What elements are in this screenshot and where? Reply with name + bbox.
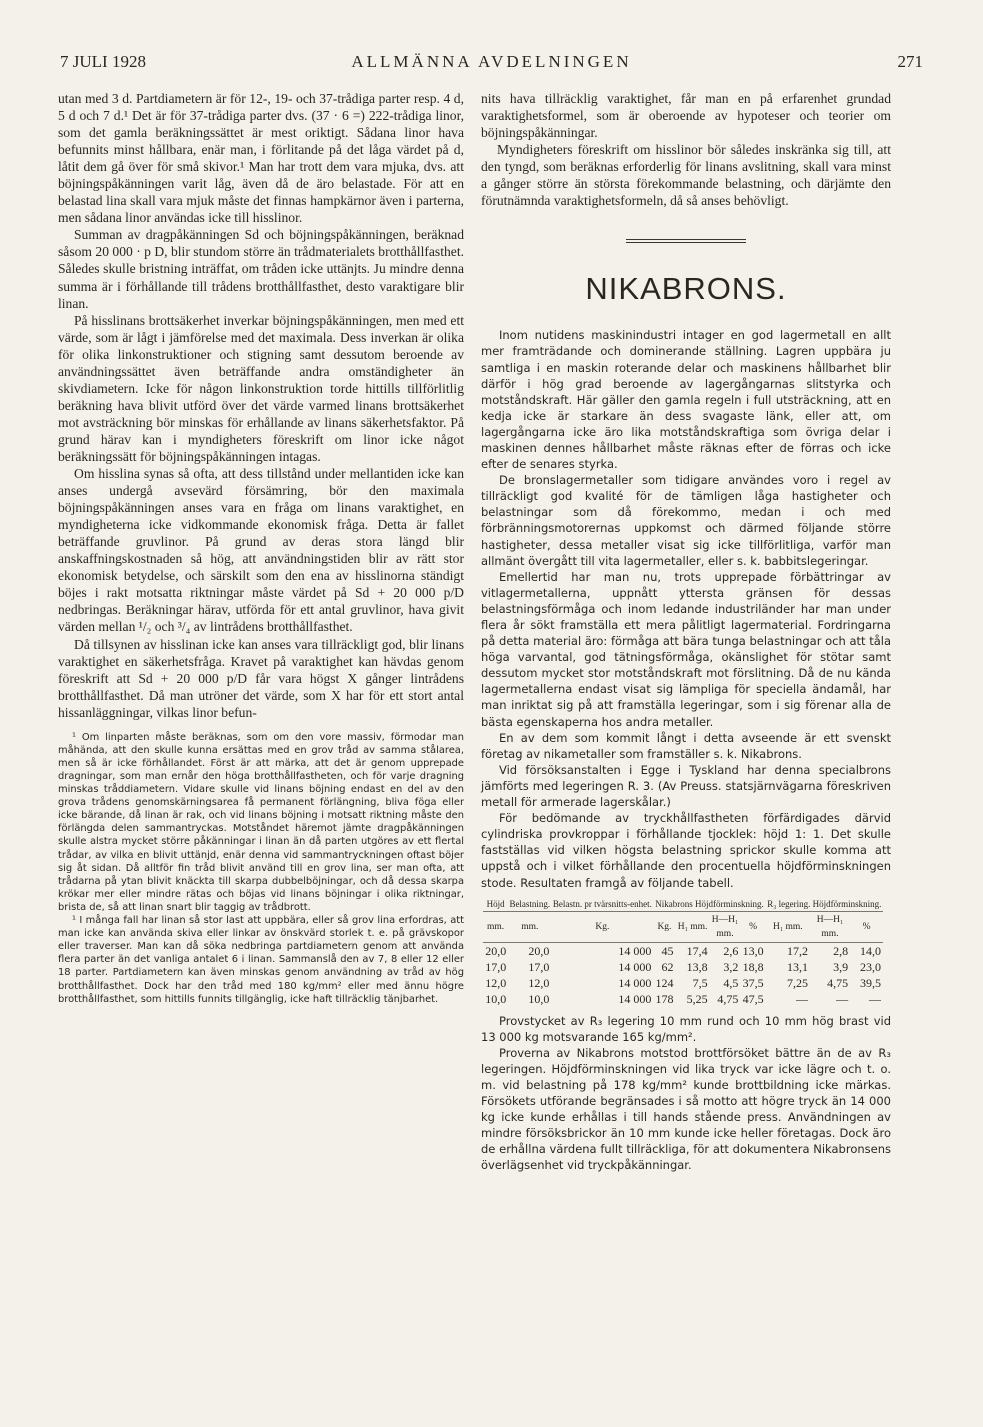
table-cell: 4,75 xyxy=(717,991,739,1006)
left-paragraph: Om hisslina synas så ofta, att dess tillstånd under mellantiden icke kan anses undergå avsevärd försämring, bör den maximala böjningspåkänningen anses vara en fråga om linans varaktighet, en myndigheterna icke vidkommande ekonomisk fråga. Detta är fallet beträffande gruvlinor. På grund av deras stora längd blir anskaffningskostnaden så hög, att användningstiden blir av rätt stor ekonomisk betydelse, och särskilt som den ena av hisslinorna ständigt böjes i rakt motsatta riktningar måste värdet på Sd + 20 000 p/D nedbringas. Beräkningar härav, utförda för ett antal gruvlinor, hava givit värden mellan ¹/₂ och ³/₄ av lintrådens brotthållfasthet. xyxy=(58,466,464,635)
page-number: 271 xyxy=(897,52,923,71)
table-header-row xyxy=(483,897,883,912)
results-table xyxy=(483,897,883,1007)
table-cell: 13,1 xyxy=(786,959,808,974)
article-body-continued xyxy=(481,1013,891,1174)
table-cell: 17,0 xyxy=(528,959,550,974)
table-cell: 7,25 xyxy=(786,975,808,990)
header-section-title: ALLMÄNNA AVDELNINGEN xyxy=(351,52,632,71)
header-date: 7 JULI 1928 xyxy=(60,52,146,71)
left-paragraph: utan med 3 d. Partdiametern är för 12-, 19- och 37-trådiga parter resp. 4 d, 5 d och 7 d.¹ Det är för 37-trådiga parter dvs. (37 · 6 =) 222-trådiga linor, som det gamla beräkningssättet är mest oriktigt. Sådana linor hava befunnits minst hållbara, enär man, i förlitande på det låga värdet på d, låtit dem gå över för små skivor.¹ Man har trott dem vara mjuka, dvs. att böjningspåkänningen varit låg, även då de äro belastade. För att en belastad lina skall vara mjuk måste det finnas hampkärnor även i parterna, men sådana linor användas icke till hisslinor. xyxy=(58,91,464,226)
left-body-text xyxy=(58,90,464,721)
table-cell: 124 xyxy=(655,975,674,990)
table-unit: H₁ mm. xyxy=(676,911,710,942)
footnote: ¹ I många fall har linan så stor last att uppbära, eller så grov lina erfordras, att man icke kan använda skiva eller linkar av önskvärd storlek t. e. på grävskopor eller traverser. Man kan då söka nedbringa partdiametern genom att använda flera parter än det vanliga antalet 6 i linan. Sammanslå den av 7, 8 eller 12 eller 18 parter. Partdiametern kan även minskas genom användning av tråd av hög brotthållfasthet. Dock har den tråd med 180 kg/mm² eller med ännu högre brotthållfasthet, som hittills funnits tillgänglig, icke haft tillräcklig tänjbarhet. xyxy=(58,915,464,1005)
table-cell: 14 000 xyxy=(618,943,652,958)
table-cell: 14 000 xyxy=(618,975,652,990)
article-paragraph: De bronslagermetaller som tidigare användes voro i regel av tillräckligt god kvalité för de tämligen låga hastigheter och belastningar som då förekommo, medan i och med förbränningsmotorernas uppkomst och därmed följande större hastigheter, dessa metaller visat sig icke tillförlitliga, varför man allmänt övergått till vita lagermetaller, eller s. k. babbitslegeringar. xyxy=(481,473,891,568)
table-unit: % xyxy=(850,911,883,942)
right-intro-text xyxy=(481,90,891,209)
article-body xyxy=(481,327,891,890)
table-unit: H₁ mm. xyxy=(766,911,810,942)
table-cell: — xyxy=(869,991,881,1006)
article-paragraph: Inom nutidens maskinindustri intager en god lagermetall en allt mer framträdande och dominerande ställning. Lagren uppbära ju samtliga i en maskin roterande delar och maskinens hållbarhet blir därför i hög grad beroende av lagergångarnas slitstyrka och motståndskraft. Här gäller den gamla regeln i full utsträckning, att en kedja icke är starkare än dess svagaste länk, eller att, om lagergångarna icke äro lika motståndskraftiga som övriga delar i maskinen dennes hållbarhet måste räknas efter de förras och icke efter de senares styrka. xyxy=(481,328,891,472)
footnote-separator xyxy=(58,721,464,731)
table-row xyxy=(483,959,883,975)
table-cell: 10,0 xyxy=(485,991,507,1006)
table-cell: 4,75 xyxy=(827,975,849,990)
table-unit: % xyxy=(740,911,765,942)
footnote: ¹ Om linparten måste beräknas, som om den vore massiv, förmodar man måhända, att den skulle kunna ersättas med en grov tråd av samma stålarea, men så är icke förhållandet. Först är att märka, att det är genom upprepade dragningar, som man ernår den höga brotthållfastheten, och för varje dragning minskas tråddiametern. Vidare skulle vid linans böjning endast en del av den grova trådens genomskärningsarea få permanent förlängning, bliva föga eller icke bärande, då linan är rak, och vid linans böjning i motsatt riktning måste den förlängda delen sammantryckas. Motståndet häremot jämte dragpåkänningen skulle alstra mycket större påkänningar i linan än då parten utgöres av ett flertal trådar, av vilka en blivit uttänjd, enär denna vid sammantryckningen oftast böjer sig åt sidan. Då alltför fin tråd blivit använd till en grov lina, ser man ofta, att trådarna på ytan blivit knäckta till skarpa dubbelböjningar, och då dessa skarpa krökar mer eller mindre rätas och böjas vid linans böjningar i olika riktningar, brista de, så att linan snart blir taggig av trådbrott. xyxy=(58,731,464,913)
table-cell: 12,0 xyxy=(485,975,507,990)
table-cell: 13,0 xyxy=(742,943,764,958)
table-cell: 45 xyxy=(661,943,674,958)
left-paragraph: Då tillsynen av hisslinan icke kan anses vara tillräckligt god, blir linans varaktighet en säkerhetsfråga. Kravet på varaktighet kan hävdas genom föreskrift att Sd + 20 000 p/D får vara högst X gånger lintrådens brotthållfasthet. Då man utröner det värde, som X har för ett stort antal hissanläggningar, vilkas linor befun- xyxy=(58,636,464,720)
table-header: Nikabrons Höjdförminskning. xyxy=(655,898,764,909)
table-cell: 10,0 xyxy=(528,991,550,1006)
table-cell: 14 000 xyxy=(618,991,652,1006)
table-cell: 17,0 xyxy=(485,959,507,974)
right-column xyxy=(481,90,891,1174)
table-cell: 3,2 xyxy=(723,959,739,974)
table-cell: 20,0 xyxy=(485,943,507,958)
table-cell: 18,8 xyxy=(742,959,764,974)
table-cell: 62 xyxy=(661,959,674,974)
table-cell: 7,5 xyxy=(692,975,708,990)
table-unit: Kg. xyxy=(551,911,653,942)
table-cell: 14,0 xyxy=(860,943,881,958)
table-unit-label: H—H₁ xyxy=(711,914,739,925)
table-unit: mm. xyxy=(508,911,551,942)
table-cell: 39,5 xyxy=(860,975,881,990)
table-unit xyxy=(810,911,850,942)
table-cell: 3,9 xyxy=(833,959,849,974)
table-header: Belastning. xyxy=(509,898,551,909)
article-paragraph: Vid försöksanstalten i Egge i Tyskland har denna specialbrons jämförts med legeringen R. 3. (Av Preuss. statsjärnvägarna föreskriven metall för armerade lagerskålar.) xyxy=(481,762,891,810)
right-paragraph: Myndigheters föreskrift om hisslinor bör således inskränka sig till, att den tyngd, som beräknas erforderlig för linans avslitning, skall vara minst a gånger större än största förekommande belastning, och därjämte den förutnämnda varaktighetsformeln, då så anses behövligt. xyxy=(481,142,891,209)
table-header: Belastn. pr tvärsnitts-enhet. xyxy=(552,898,652,909)
table-cell: 2,6 xyxy=(723,943,739,958)
table-row xyxy=(483,942,883,959)
article-paragraph: Provstycket av R₃ legering 10 mm rund och 10 mm hög brast vid 13 000 kg motsvarande 165 kg/mm². xyxy=(481,1013,891,1044)
table-units-row xyxy=(483,911,883,942)
table-cell: — xyxy=(795,991,808,1006)
table-cell: 12,0 xyxy=(528,975,550,990)
table-unit-label: H—H₁ xyxy=(816,914,844,925)
table-cell: — xyxy=(836,991,849,1006)
table-cell: 37,5 xyxy=(742,975,764,990)
table-cell: 14 000 xyxy=(618,959,652,974)
right-paragraph: nits hava tillräcklig varaktighet, får man en på erfarenhet grundad varaktighetsformel, som är oberoende av hypoteser och teorier om böjningspåkänningar. xyxy=(481,91,891,141)
table-cell: 17,4 xyxy=(686,943,708,958)
running-header xyxy=(60,52,923,74)
article-paragraph: För bedömande av tryckhållfastheten förfärdigades därvid cylindriska provkroppar i förhållande tjocklek: höjd 1: 1. Det skulle fastställas vid vilken högsta belastning sprickor skulle komma att uppstå och i vilket förhållande den procentuella höjdförminskningen stode. Resultaten framgå av följande tabell. xyxy=(481,811,891,890)
article-paragraph: Emellertid har man nu, trots upprepade förbättringar av vitlagermetallerna, uppnått yttersta gränsen för dessas belastningsförmåga och inom ledande industriländer har man under flera år sökt framställa ett mera pålitligt lagermaterial. Fordringarna på detta material äro: förmåga att bära tunga belastningar och att tåla höga varvantal, god tätningsförmåga, okänslighet för stötar samt dessutom mycket stor motståndskraft mot förslitning. Då de nu kända lagermetallerna endast visat sig lämpliga för speciella ändamål, har man inriktat sig på att framställa legeringar, som i sig förenar alla de bästa egenskaperna hos andra metaller. xyxy=(481,569,891,729)
table-header: Höjd xyxy=(486,898,505,909)
table-header: R₃ legering. Höjdförminskning. xyxy=(767,898,882,909)
table-cell: 178 xyxy=(655,991,674,1006)
table-unit-sub: mm. xyxy=(716,928,734,939)
article-paragraph: En av dem som kommit långt i detta avseende är ett svenskt företag av nikametaller som framställer s. k. Nikabrons. xyxy=(481,730,891,761)
table-cell: 23,0 xyxy=(860,959,881,974)
article-paragraph: Proverna av Nikabrons motstod brottförsöket bättre än de av R₃ legeringen. Höjdförminskningen vid lika tryck var icke lägre och t. o. m. vid belastning på 178 kg/mm² kunde brottbildning icke märkas. Försökets utförande begränsades i så motto att högre tryck än 14 000 kg icke kunde erhållas i till hands stående press. Användningen av mindre försöksbrickor än 10 mm kunde icke heller företagas. Dock äro de erhållna värdena fullt tillräckliga, för att dokumentera Nikabronsens överlägsenhet vid tryckpåkänningar. xyxy=(481,1045,891,1173)
left-column xyxy=(58,90,464,1006)
table-cell: 4,5 xyxy=(723,975,739,990)
table-cell: 47,5 xyxy=(742,991,764,1006)
left-paragraph: På hisslinans brottsäkerhet inverkar böjningspåkänningen, men med ett värde, som är lågt i jämförelse med det maximala. Dess inverkan är olika för olika linkonstruktioner och stigning samt dessutom beroende av användningssättet även beträffande andra omständigheter än skivdiametern. Icke för någon linkonstruktion torde hittills tillförlitlig beräkning hava blivit utförd över det värde varmed linans brottsäkerhet mot avsträckning bör minskas för erhållande av linans säkerhetsfaktor. På grund härav kan i myndigheters föreskrift om linor icke något beräkningssätt för böjningspåkänningen intagas. xyxy=(58,312,464,464)
table-unit xyxy=(710,911,741,942)
left-paragraph: Summan av dragpåkänningen Sd och böjningspåkänningen, beräknad såsom 20 000 · p D, blir stundom större än trådmaterialets brotthållfasthet. Således skulle bristning inträffat, om tråden icke uttänjts. Ju mindre denna summa är i förhållande till trådens brotthållfasthet, desto varaktigare blir linan. xyxy=(58,227,464,311)
table-unit: mm. xyxy=(483,911,508,942)
table-unit-sub: mm. xyxy=(821,928,839,939)
table-cell: 20,0 xyxy=(528,943,550,958)
table-row xyxy=(483,991,883,1007)
table-cell: 17,2 xyxy=(786,943,808,958)
table-cell: 5,25 xyxy=(686,991,708,1006)
table-row xyxy=(483,975,883,991)
footnotes xyxy=(58,731,464,1006)
table-unit: Kg. xyxy=(653,911,675,942)
table-cell: 2,8 xyxy=(833,943,849,958)
table-cell: 13,8 xyxy=(686,959,708,974)
section-divider xyxy=(626,239,746,243)
article-title: NIKABRONS. xyxy=(585,271,787,307)
